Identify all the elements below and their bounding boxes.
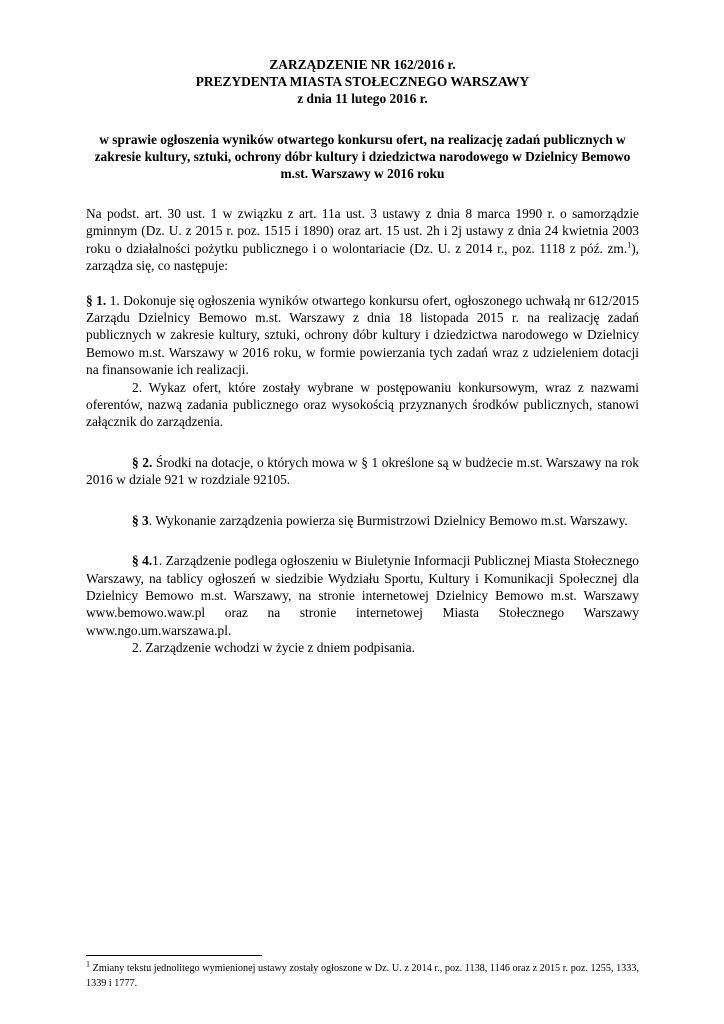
issuing-authority: PREZYDENTA MIASTA STOŁECZNEGO WARSZAWY xyxy=(195,74,530,89)
preamble xyxy=(86,205,639,275)
section-3-text: . Wykonanie zarządzenia powierza się Burmistrzowi Dzielnicy Bemowo m.st. Warszawy. xyxy=(148,512,628,528)
section-4-label: § 4. xyxy=(132,553,153,569)
section-4-paragraph-1 xyxy=(86,552,639,639)
section-4-paragraph-2: 2. Zarządzenie wchodzi w życie z dniem podpisania. xyxy=(132,640,415,656)
ordinance-number: ZARZĄDZENIE NR 162/2016 r. xyxy=(269,57,456,72)
document-page xyxy=(86,56,639,657)
issue-date: z dnia 11 lutego 2016 r. xyxy=(297,91,428,106)
document-subject: w sprawie ogłoszenia wyników otwartego konkursu ofert, na realizację zadań publicznych w zakresie kultury, sztuki, ochrony dóbr kultury i dziedzictwa narodowego w Dzielnicy Bemowo m.st. Warszawy w 2016 roku xyxy=(94,132,631,181)
section-1-text-1: 1. Dokonuje się ogłoszenia wyników otwartego konkursu ofert, ogłoszonego uchwałą nr 612/2015 Zarządu Dzielnicy Bemowo m.st. Warszawy z dnia 18 listopada 2015 r. na realizację zadań publicznych w zakresie kultury, sztuki, ochrony dóbr kultury i dziedzictwa narodowego w Dzielnicy Bemowo m.st. Warszawy w 2016 roku, w formie powierzania tych zadań wraz z udzieleniem dotacji na finansowanie ich realizacji. xyxy=(86,292,639,378)
section-3-label: § 3 xyxy=(132,512,149,528)
section-2-label: § 2. xyxy=(132,454,153,470)
section-2 xyxy=(86,454,639,489)
document-header xyxy=(86,56,639,107)
section-1-paragraph-2: 2. Wykaz ofert, które zostały wybrane w postępowaniu konkursowym, wraz z nazwami oferentów, nazwą zadania publicznego oraz wysokością przyznanych środków publicznych, stanowi załącznik do zarządzenia. xyxy=(86,379,639,430)
section-4 xyxy=(86,552,639,656)
footnote xyxy=(86,959,639,991)
section-1-paragraph-1 xyxy=(86,292,639,379)
preamble-tail: ), zarządza się, co następuje: xyxy=(86,240,639,274)
section-2-text: Środki na dotacje, o których mowa w § 1 określone są w budżecie m.st. Warszawy na rok 2016 w dziale 921 w rozdziale 92105. xyxy=(86,454,639,488)
section-1 xyxy=(86,292,639,431)
section-1-label: § 1. xyxy=(86,292,107,308)
section-4-text-1: 1. Zarządzenie podlega ogłoszeniu w Biuletynie Informacji Publicznej Miasta Stołecznego Warszawy, na tablicy ogłoszeń w siedzibie Wydziału Sportu, Kultury i Komunikacji Społecznej dla Dzielnicy Bemowo m.st. Warszawy, na stronie internetowej Dzielnicy Bemowo m.st. Warszawy www.bemowo.waw.pl oraz na stronie internetowej Miasta Stołecznego Warszawy www.ngo.um.warszawa.pl. xyxy=(86,553,639,638)
preamble-text: Na podst. art. 30 ust. 1 w związku z art. 11a ust. 3 ustawy z dnia 8 marca 1990 r. o samorządzie gminnym (Dz. U. z 2015 r. poz. 1515 i 1890) oraz art. 15 ust. 2h i 2j ustawy z dnia 24 kwietnia 2003 roku o działalności pożytku publicznego i o wolontariacie (Dz. U. z 2014 r., poz. 1118 z póź. zm. xyxy=(86,206,639,256)
footnote-text: Zmiany tekstu jednolitego wymienionej ustawy zostały ogłoszone w Dz. U. z 2014 r., poz. 1138, 1146 oraz z 2015 r. poz. 1255, 1333, 1339 i 1777. xyxy=(86,963,639,989)
section-3 xyxy=(86,512,639,529)
footnote-separator xyxy=(86,955,262,956)
footnote-reference: 1 xyxy=(627,240,632,250)
footnote-marker: 1 xyxy=(86,959,90,969)
